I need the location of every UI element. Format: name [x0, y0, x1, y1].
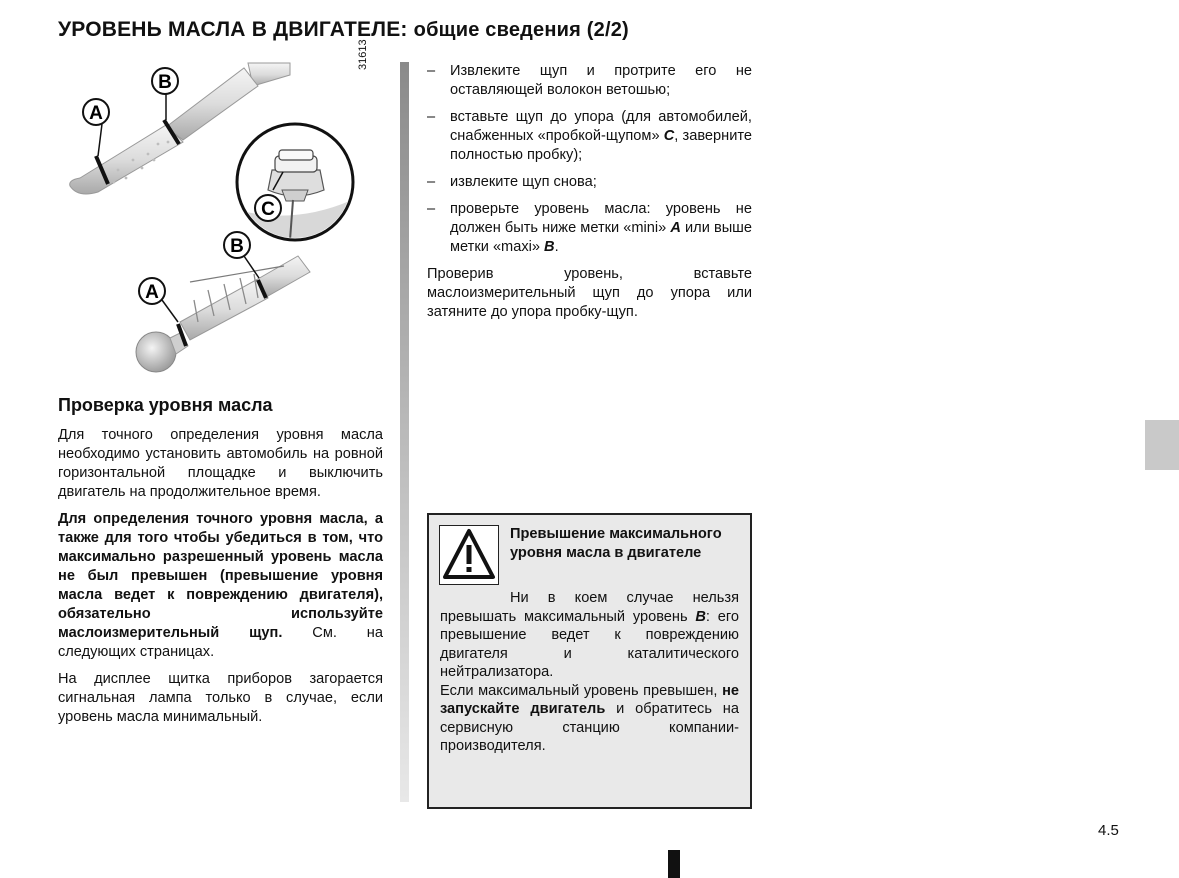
mark-b: B: [695, 608, 706, 625]
warning-text: Ни в коем случае нельзя превышать максимальный уровень: [440, 590, 739, 625]
paragraph-important: [58, 510, 383, 662]
chapter-side-tab: [1145, 420, 1179, 470]
step-text: вставьте щуп до упора (для автомобилей, снабженных «пробкой-щупом»: [450, 109, 752, 144]
page-number: 4.5: [1098, 822, 1119, 839]
warning-title: Превышение максимального уровня масла в двигателе: [510, 526, 722, 561]
step-text: .: [554, 239, 559, 255]
mark-c: C: [663, 128, 675, 144]
after-check-text: Проверив уровень, вставьте маслоизмерительный щуп до упора или затяните до упора пробку-щуп.: [427, 266, 752, 320]
mark-b: B: [544, 239, 555, 255]
right-column-text: [427, 62, 752, 322]
callout-a-top: [83, 99, 109, 125]
warning-text: и обратитесь на сервисную станцию компании-производителя.: [440, 701, 739, 754]
step-item: [427, 62, 752, 100]
left-column-text: [58, 426, 383, 735]
warning-text: : его превышение ведет к повреждению двигателя и каталитического нейтрализатора.: [440, 608, 739, 680]
callout-c: [255, 195, 281, 221]
warning-triangle-icon: [440, 526, 498, 584]
mark-a: A: [670, 220, 681, 236]
svg-text:B: B: [230, 236, 244, 257]
column-divider: [400, 62, 409, 802]
paragraph-intro: Для точного определения уровня масла необходимо установить автомобиль на ровной горизонтальной площадке и выключить двигатель на продолжительное время.: [58, 427, 383, 500]
dipstick-illustration: [58, 60, 388, 380]
paragraph-important-rest: См. на следующих страницах.: [58, 625, 383, 660]
page-title: [58, 18, 629, 42]
figure-number: 31613: [357, 39, 369, 70]
step-text: , заверните полностью пробку);: [450, 128, 752, 163]
step-item: [427, 108, 752, 165]
section-heading: Проверка уровня масла: [58, 395, 273, 415]
page-title-main: УРОВЕНЬ МАСЛА В ДВИГАТЕЛЕ:: [58, 18, 408, 41]
warning-box: [427, 513, 752, 809]
callout-a-bottom: [139, 278, 165, 304]
callout-b-top: [152, 68, 178, 94]
step-text: Извлеките щуп и протрите его не оставляющей волокон ветошью;: [450, 63, 752, 98]
paragraph-warning-lamp: На дисплее щитка приборов загорается сигнальная лампа только в случае, если уровень масла минимальный.: [58, 671, 383, 725]
svg-text:C: C: [261, 199, 275, 220]
warning-text: Если максимальный уровень превышен,: [440, 682, 723, 699]
step-item: [427, 200, 752, 257]
callout-b-bottom: [224, 232, 250, 258]
step-dash: –: [427, 63, 436, 79]
svg-text:A: A: [89, 103, 103, 124]
step-dash: –: [427, 201, 436, 217]
step-text: проверьте уровень масла: уровень не должен быть ниже метки «mini»: [450, 201, 752, 236]
warning-paragraph-1: [440, 589, 739, 682]
warning-bold-text: не запускайте двигатель: [440, 682, 739, 717]
warning-body: [440, 589, 739, 756]
warning-paragraph-2: [440, 682, 739, 756]
procedure-steps: [427, 62, 752, 257]
step-item: [427, 173, 752, 192]
lower-dipstick: [136, 256, 310, 372]
step-text: извлеките щуп снова;: [450, 174, 597, 190]
warning-icon-frame: [439, 525, 499, 585]
svg-text:A: A: [145, 282, 159, 303]
page-edge-mark: [668, 850, 680, 878]
paragraph-important-bold: Для определения точного уровня масла, а также для того чтобы убедиться в том, что максимально разрешенный уровень масла не был превышен (превышение уровня масла ведет к повреждению двигателя), обязательно используйте маслоизмерительный щуп.: [58, 511, 383, 641]
step-dash: –: [427, 174, 436, 190]
page-title-sub: общие сведения (2/2): [413, 19, 629, 41]
svg-text:B: B: [158, 72, 172, 93]
step-text: или выше метки «maxi»: [450, 220, 753, 255]
step-dash: –: [427, 109, 436, 125]
dipstick-plug-inset: [237, 124, 353, 240]
